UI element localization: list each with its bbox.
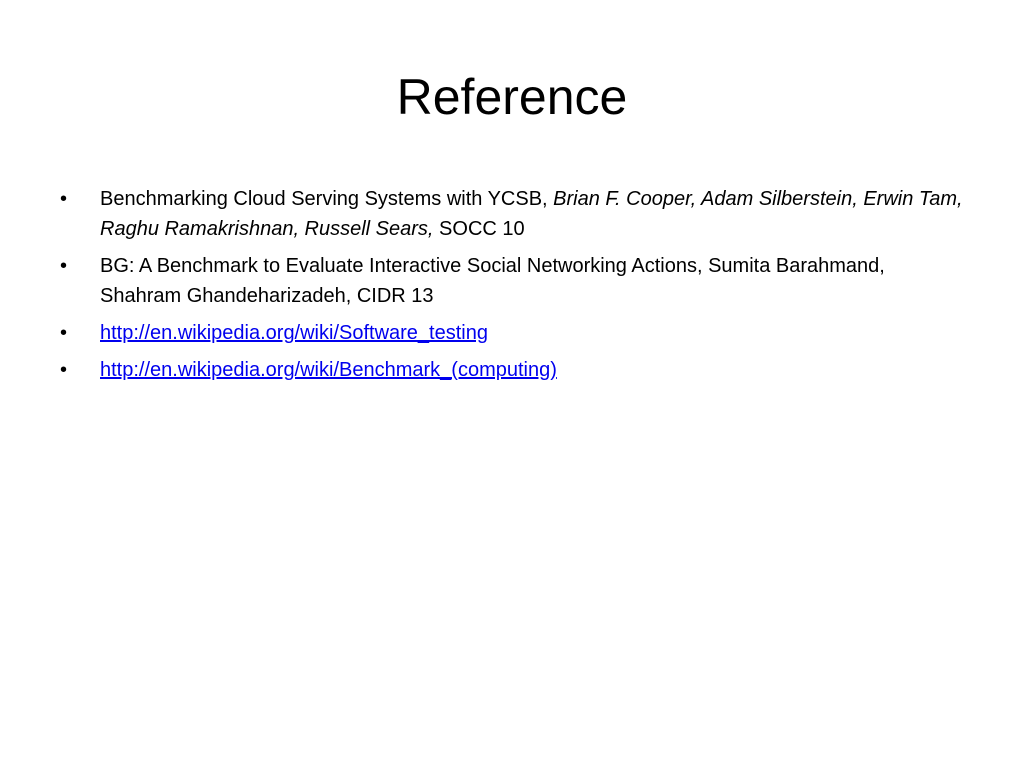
reference-item-software-testing <box>60 318 970 348</box>
software-testing-link[interactable]: http://en.wikipedia.org/wiki/Software_testing <box>100 322 488 344</box>
slide-title: Reference <box>396 69 628 125</box>
reference-authors: Brian F. Cooper, Adam Silberstein, Erwin Tam, Raghu Ramakrishnan, Russell Sears, <box>100 188 963 240</box>
bullet-icon: • <box>60 359 68 381</box>
reference-text: BG: A Benchmark to Evaluate Interactive Social Networking Actions, Sumita Barahmand, Shahram Ghandeharizadeh, CIDR 13 <box>100 255 885 307</box>
reference-list <box>60 184 970 392</box>
reference-item-bg <box>60 251 970 311</box>
reference-venue: SOCC 10 <box>433 218 525 240</box>
bullet-icon: • <box>60 255 68 277</box>
reference-item-benchmark-computing <box>60 355 970 385</box>
reference-title: Benchmarking Cloud Serving Systems with YCSB, <box>100 188 554 210</box>
bullet-icon: • <box>60 322 68 344</box>
benchmark-computing-link[interactable]: http://en.wikipedia.org/wiki/Benchmark_(computing) <box>100 359 557 381</box>
bullet-icon: • <box>60 188 68 210</box>
reference-item-ycsb <box>60 184 970 244</box>
